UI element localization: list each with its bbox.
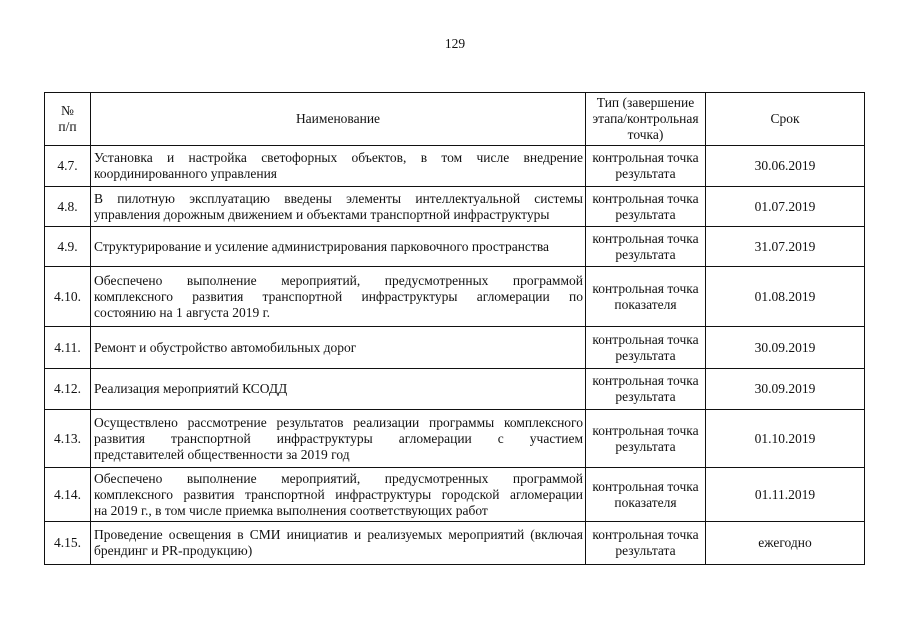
type-line: показателя: [614, 494, 677, 510]
row-number: 4.10.: [45, 267, 91, 327]
type-line: результата: [615, 543, 676, 558]
type-line: результата: [615, 206, 676, 222]
type-line: показателя: [614, 296, 677, 312]
row-type: [586, 227, 706, 267]
header-number: [45, 93, 91, 146]
row-number: 4.9.: [45, 227, 91, 267]
row-type: [586, 410, 706, 468]
row-number: 4.11.: [45, 327, 91, 369]
table-row: [45, 146, 865, 187]
header-type-line: точка): [627, 127, 664, 142]
header-type-line: этапа/контрольная: [592, 111, 699, 126]
name-line: В пилотную эксплуатацию введены элементы интеллектуальной системы: [94, 190, 583, 206]
type-line: контрольная точка: [592, 190, 699, 206]
type-line: результата: [615, 166, 676, 181]
row-deadline: ежегодно: [706, 522, 865, 565]
table-row: [45, 327, 865, 369]
type-line: результата: [615, 438, 676, 454]
table-row: [45, 410, 865, 468]
type-line: контрольная точка: [592, 230, 699, 246]
row-number: 4.8.: [45, 187, 91, 227]
name-line: на 2019 г., в том числе приемка выполнения соответствующих работ: [94, 502, 488, 518]
schedule-table: [44, 92, 865, 565]
type-line: контрольная точка: [592, 331, 699, 347]
type-line: результата: [615, 347, 676, 363]
name-line: координированного управления: [94, 166, 278, 181]
table-row: [45, 522, 865, 565]
row-type: [586, 468, 706, 522]
row-deadline: 01.11.2019: [706, 468, 865, 522]
row-name: [91, 327, 586, 369]
name-line: развития транспортной инфраструктуры агломерации с участием: [94, 430, 583, 446]
table-row: [45, 267, 865, 327]
name-line: Структурирование и усиление администрирования парковочного пространства: [94, 238, 550, 254]
row-type: [586, 522, 706, 565]
table-row: [45, 468, 865, 522]
name-line: Осуществлено рассмотрение результатов реализации программы комплексного: [94, 414, 583, 430]
name-line: Проведение освещения в СМИ инициатив и реализуемых мероприятий (включая: [94, 527, 583, 542]
header-deadline: Срок: [706, 93, 865, 146]
type-line: контрольная точка: [592, 150, 699, 165]
row-number: 4.15.: [45, 522, 91, 565]
row-deadline: 01.07.2019: [706, 187, 865, 227]
name-line: Установка и настройка светофорных объектов, в том числе внедрение: [94, 150, 583, 165]
row-name: [91, 267, 586, 327]
row-name: [91, 187, 586, 227]
table-row: [45, 187, 865, 227]
row-name: [91, 468, 586, 522]
row-number: 4.14.: [45, 468, 91, 522]
name-line: комплексного развития транспортной инфраструктуры городской агломерации: [94, 486, 583, 502]
row-name: [91, 369, 586, 410]
row-name: [91, 522, 586, 565]
type-line: результата: [615, 389, 676, 404]
header-type: [586, 93, 706, 146]
type-line: контрольная точка: [592, 280, 699, 296]
header-number-line: №: [61, 103, 74, 118]
name-line: Обеспечено выполнение мероприятий, предусмотренных программой: [94, 470, 583, 486]
name-line: представителей общественности за 2019 год: [94, 446, 350, 462]
header-name: Наименование: [91, 93, 586, 146]
row-deadline: 30.09.2019: [706, 327, 865, 369]
table-row: [45, 227, 865, 267]
table-row: [45, 369, 865, 410]
row-type: [586, 146, 706, 187]
type-line: контрольная точка: [592, 373, 699, 388]
header-number-line: п/п: [58, 119, 77, 134]
row-number: 4.7.: [45, 146, 91, 187]
row-number: 4.12.: [45, 369, 91, 410]
name-line: Ремонт и обустройство автомобильных дорог: [94, 339, 357, 355]
row-type: [586, 327, 706, 369]
row-name: [91, 410, 586, 468]
row-deadline: 30.09.2019: [706, 369, 865, 410]
type-line: контрольная точка: [592, 478, 699, 494]
header-type-line: Тип (завершение: [596, 95, 695, 110]
page-number: 129: [444, 36, 466, 51]
name-line: управления дорожным движением и объектами транспортной инфраструктуры: [94, 206, 550, 222]
name-line: состоянию на 1 августа 2019 г.: [94, 304, 270, 320]
type-line: контрольная точка: [592, 527, 699, 542]
row-deadline: 31.07.2019: [706, 227, 865, 267]
name-line: Реализация мероприятий КСОДД: [94, 381, 288, 396]
name-line: комплексного развития транспортной инфраструктуры агломерации по: [94, 288, 583, 304]
type-line: результата: [615, 246, 676, 262]
row-type: [586, 369, 706, 410]
row-name: [91, 227, 586, 267]
name-line: брендинг и PR-продукцию): [94, 543, 253, 558]
row-number: 4.13.: [45, 410, 91, 468]
row-type: [586, 187, 706, 227]
row-deadline: 30.06.2019: [706, 146, 865, 187]
row-type: [586, 267, 706, 327]
table-header-row: [45, 93, 865, 146]
row-name: [91, 146, 586, 187]
name-line: Обеспечено выполнение мероприятий, предусмотренных программой: [94, 272, 583, 288]
type-line: контрольная точка: [592, 422, 699, 438]
row-deadline: 01.08.2019: [706, 267, 865, 327]
row-deadline: 01.10.2019: [706, 410, 865, 468]
